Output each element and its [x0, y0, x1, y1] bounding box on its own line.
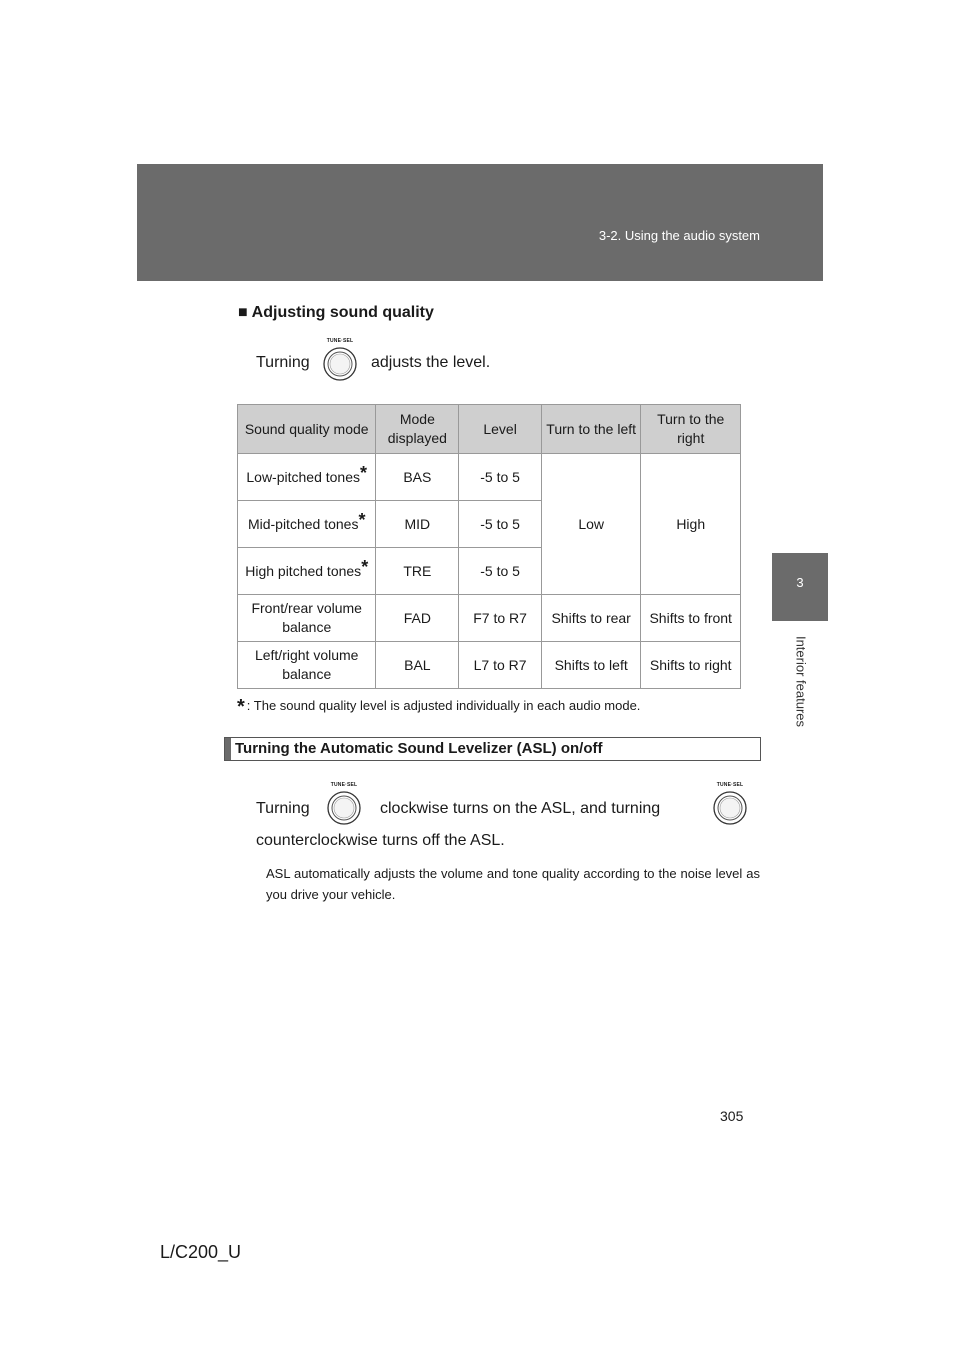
mode-cell	[238, 501, 376, 548]
sound-quality-table	[237, 404, 741, 689]
tune-sel-knob-icon	[712, 782, 748, 828]
page-number: 305	[720, 1108, 744, 1124]
mode-cell: Left/right volume balance	[238, 642, 376, 689]
left-cell: Low	[541, 454, 641, 595]
chapter-label	[790, 630, 810, 740]
header-band	[137, 164, 823, 281]
chapter-tab	[772, 553, 828, 621]
footnote-text: : The sound quality level is adjusted individually in each audio mode.	[246, 698, 641, 713]
level-cell: -5 to 5	[459, 501, 542, 548]
table-row	[238, 454, 741, 501]
level-cell: L7 to R7	[459, 642, 542, 689]
displayed-cell: BAS	[376, 454, 459, 501]
tune-sel-knob-icon	[326, 782, 362, 828]
right-cell: High	[641, 454, 741, 595]
heading-text: Adjusting sound quality	[251, 304, 434, 321]
table-footnote	[237, 696, 640, 719]
mode-name: High pitched tones	[245, 562, 362, 579]
instruction-prefix: Turning	[256, 354, 310, 371]
asl-note: ASL automatically adjusts the volume and tone quality according to the noise level as you drive your vehicle.	[266, 866, 760, 902]
mode-cell: Front/rear volume balance	[238, 595, 376, 642]
chapter-number: 3	[796, 575, 804, 590]
right-cell: Shifts to right	[641, 642, 741, 689]
sound-quality-heading	[238, 304, 434, 322]
col-header: Sound quality mode	[238, 405, 376, 454]
left-cell: Shifts to rear	[541, 595, 641, 642]
knob-label: TUNE·SEL	[326, 338, 354, 344]
footnote-mark: *	[237, 696, 245, 718]
level-cell: -5 to 5	[459, 454, 542, 501]
section-title: 3-2. Using the audio system	[598, 228, 760, 243]
mode-cell	[238, 454, 376, 501]
col-header: Turn to the right	[641, 405, 741, 454]
displayed-cell: BAL	[376, 642, 459, 689]
asl-section-heading	[224, 737, 761, 761]
col-header: Mode displayed	[376, 405, 459, 454]
table-row	[238, 642, 741, 689]
col-header: Level	[459, 405, 542, 454]
table-row	[238, 595, 741, 642]
mode-cell	[238, 548, 376, 595]
level-cell: -5 to 5	[459, 548, 542, 595]
tune-sel-knob-icon	[322, 338, 358, 384]
right-cell: Shifts to front	[641, 595, 741, 642]
knob-label: TUNE·SEL	[716, 782, 744, 788]
mode-name: Low-pitched tones	[246, 468, 361, 485]
mode-name: Mid-pitched tones	[247, 515, 359, 532]
knob-label: TUNE·SEL	[330, 782, 358, 788]
asl-line1-middle: clockwise turns on the ASL, and turning	[380, 800, 661, 817]
displayed-cell: MID	[376, 501, 459, 548]
asl-line2: counterclockwise turns off the ASL.	[256, 832, 505, 849]
col-header: Turn to the left	[541, 405, 641, 454]
left-cell: Shifts to left	[541, 642, 641, 689]
footnote-mark: *	[360, 462, 368, 483]
heading-accent-bar	[225, 738, 231, 760]
displayed-cell: FAD	[376, 595, 459, 642]
model-code: L/C200_U	[160, 1242, 242, 1262]
asl-heading-text: Turning the Automatic Sound Levelizer (ASL) on/off	[235, 740, 603, 757]
footnote-mark: *	[361, 556, 369, 577]
heading-marker: ■	[238, 304, 248, 321]
chapter-label-text: Interior features	[793, 635, 809, 728]
instruction-suffix: adjusts the level.	[371, 354, 491, 371]
asl-line1-prefix: Turning	[256, 800, 310, 817]
level-cell: F7 to R7	[459, 595, 542, 642]
footnote-mark: *	[358, 509, 366, 530]
displayed-cell: TRE	[376, 548, 459, 595]
table-header-row	[238, 405, 741, 454]
